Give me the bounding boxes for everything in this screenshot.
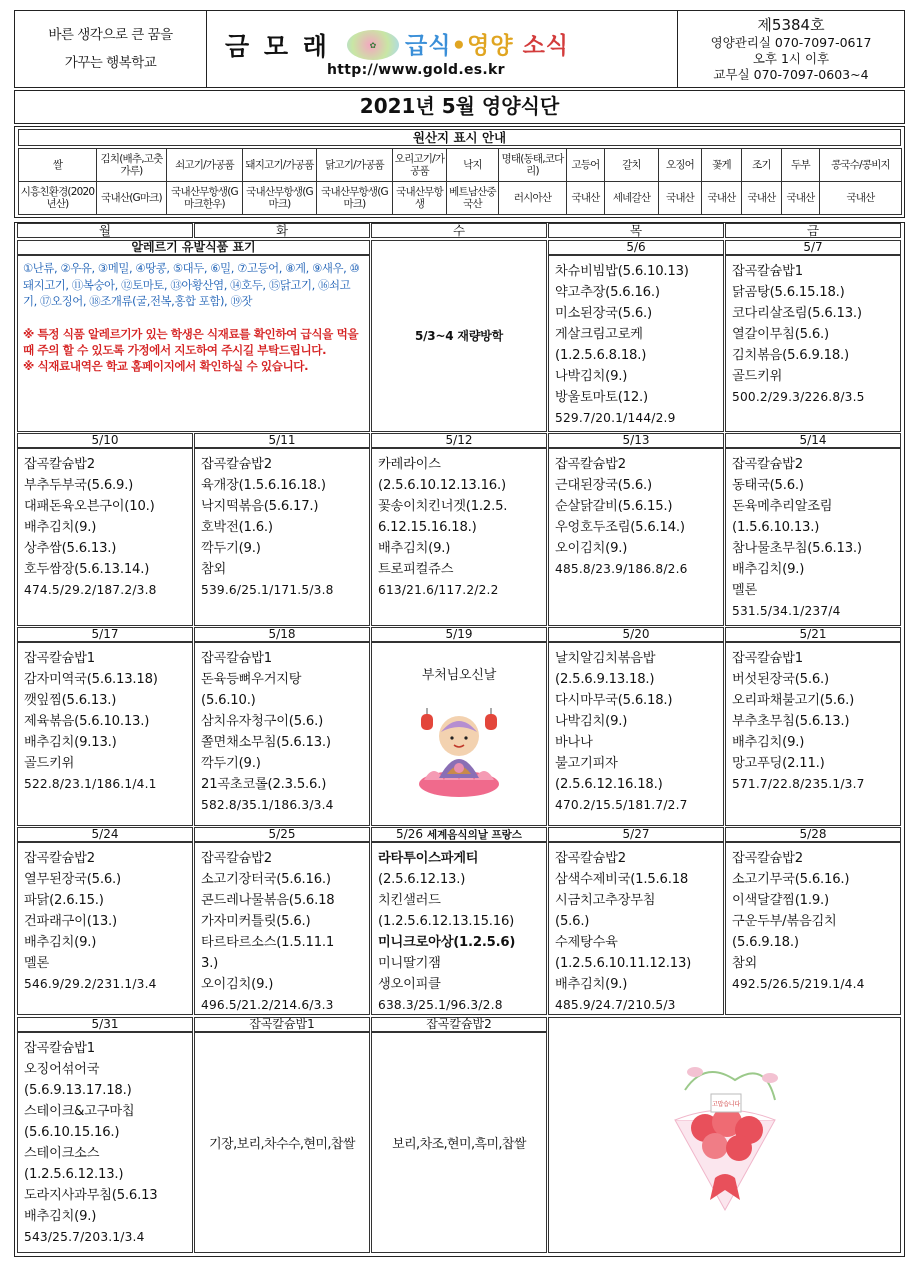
origin-item: 콩국수/콩비지 xyxy=(820,149,902,182)
origin-country: 러시아산 xyxy=(499,182,567,215)
menu-item: 참나물초무침(5.6.13.) xyxy=(732,541,862,556)
menu-cell xyxy=(17,448,193,626)
menu-item: 배추김치(9.) xyxy=(24,520,97,535)
menu-item: 꽃송이치킨너겟(1.2.5. xyxy=(378,499,508,514)
menu-item: 카레라이스 xyxy=(378,457,441,472)
origin-country: 베트남산중국산 xyxy=(447,182,499,215)
menu-item: 배추김치(9.13.) xyxy=(24,735,117,750)
menu-item: 미니딸기잼 xyxy=(378,956,441,971)
school-logo-icon: ✿ xyxy=(347,30,399,60)
origin-item: 닭고기/가공품 xyxy=(317,149,393,182)
bouquet-illustration xyxy=(548,1017,901,1253)
newsletter-name-part1: 급식 xyxy=(405,33,452,59)
menu-item: (1.5.6.10.13.) xyxy=(732,520,820,535)
menu-item: 콘드레나물볶음(5.6.18 xyxy=(201,893,335,908)
date-header: 5/20 xyxy=(548,627,724,642)
date-header: 5/11 xyxy=(194,433,370,448)
origin-item: 낙지 xyxy=(447,149,499,182)
menu-item: 오이김치(9.) xyxy=(201,977,274,992)
menu-item: 대패돈육오븐구이(10.) xyxy=(24,499,155,514)
menu-cell xyxy=(725,642,901,826)
newsletter-header xyxy=(14,10,905,88)
nutrition-info: 531.5/34.1/237/4 xyxy=(732,604,841,618)
weekday-header: 수 xyxy=(371,223,547,238)
menu-item: (2.5.6.12.13.) xyxy=(378,872,466,887)
menu-item: (5.6.10.) xyxy=(201,693,256,708)
menu-item: 돈육등뼈우거지탕 xyxy=(201,672,302,687)
menu-item: 배추김치(9.) xyxy=(378,541,451,556)
newsletter-name-part3: 소식 xyxy=(522,33,570,59)
menu-item: 동태국(5.6.) xyxy=(732,478,804,493)
date-header: 5/25 xyxy=(194,827,370,842)
menu-item: 6.12.15.16.18.) xyxy=(378,520,477,535)
nutrition-info: 539.6/25.1/171.5/3.8 xyxy=(201,583,334,597)
grain-title: 잡곡칼슘밥2 xyxy=(371,1017,547,1032)
menu-item: 가자미커틀릿(5.6.) xyxy=(201,914,311,929)
menu-item: 배추김치(9.) xyxy=(24,1209,97,1224)
school-url[interactable]: http://www.gold.es.kr xyxy=(327,62,505,78)
menu-item: 스테이크&고구마칩 xyxy=(24,1104,135,1119)
date-header: 5/6 xyxy=(548,240,724,255)
date-header: 5/18 xyxy=(194,627,370,642)
menu-item: 타르타르소스(1.5.11.1 xyxy=(201,935,335,950)
origin-country: 국내산 xyxy=(742,182,782,215)
menu-item: 잡곡칼슘밥2 xyxy=(24,457,95,472)
menu-item: 소고기장터국(5.6.16.) xyxy=(201,872,331,887)
menu-item: 골드키위 xyxy=(24,756,75,771)
menu-item: 상추쌈(5.6.13.) xyxy=(24,541,117,556)
menu-item: 미소된장국(5.6.) xyxy=(555,306,652,321)
date-header: 5/28 xyxy=(725,827,901,842)
menu-item: 잡곡칼슘밥1 xyxy=(732,651,803,666)
menu-item: 시금치고추장무침 xyxy=(555,893,656,908)
nutrition-office-hours: 오후 1시 이후 xyxy=(752,51,830,66)
menu-item: 낙지떡볶음(5.6.17.) xyxy=(201,499,319,514)
menu-item: 잡곡칼슘밥2 xyxy=(732,851,803,866)
date-note: 세계음식의날 프랑스 xyxy=(427,829,522,841)
menu-cell xyxy=(371,448,547,626)
menu-item: 순살닭갈비(5.6.15.) xyxy=(555,499,673,514)
nutrition-info: 485.8/23.9/186.8/2.6 xyxy=(555,562,688,576)
menu-item: (1.2.5.6.8.18.) xyxy=(555,348,647,363)
menu-item: 라타투이스파게티 xyxy=(378,851,479,866)
nutrition-info: 500.2/29.3/226.8/3.5 xyxy=(732,390,865,404)
menu-cell xyxy=(371,842,547,1015)
origin-item: 돼지고기/가공품 xyxy=(243,149,317,182)
nutrition-info: 582.8/35.1/186.3/3.4 xyxy=(201,798,334,812)
menu-item: 생오이피클 xyxy=(378,977,441,992)
menu-item: 배추김치(9.) xyxy=(732,735,805,750)
menu-cell xyxy=(17,842,193,1015)
menu-item: 잡곡칼슘밥2 xyxy=(555,457,626,472)
menu-item: 소고기무국(5.6.16.) xyxy=(732,872,850,887)
header-masthead xyxy=(207,11,678,87)
break-notice-text: 5/3~4 재량방학 xyxy=(414,328,504,343)
origin-item: 조기 xyxy=(742,149,782,182)
menu-item: 깻잎찜(5.6.13.) xyxy=(24,693,117,708)
teachers-office-phone: 교무실 070-7097-0603~4 xyxy=(713,67,869,82)
menu-item: 건파래구이(13.) xyxy=(24,914,117,929)
menu-item: 감자미역국(5.6.13.18) xyxy=(24,672,158,687)
newsletter-name-part2: 영양 xyxy=(467,33,514,59)
origin-info xyxy=(14,126,905,218)
nutrition-info: 522.8/23.1/186.1/4.1 xyxy=(24,777,157,791)
menu-item: 열무된장국(5.6.) xyxy=(24,872,121,887)
menu-item: 트로피컬쥬스 xyxy=(378,562,454,577)
date-header: 5/19 xyxy=(371,627,547,642)
origin-country: 국내산 xyxy=(659,182,702,215)
nutrition-info: 571.7/22.8/235.1/3.7 xyxy=(732,777,865,791)
break-notice xyxy=(371,240,547,432)
nutrition-info: 638.3/25.1/96.3/2.8 xyxy=(378,998,503,1012)
menu-calendar xyxy=(14,222,905,1257)
nutrition-info: 474.5/29.2/187.2/3.8 xyxy=(24,583,157,597)
menu-item: 잡곡칼슘밥2 xyxy=(201,457,272,472)
weekday-header: 월 xyxy=(17,223,193,238)
menu-item: 배추김치(9.) xyxy=(732,562,805,577)
date-header xyxy=(371,827,547,842)
menu-item: 배추김치(9.) xyxy=(24,935,97,950)
date-label: 5/26 xyxy=(396,827,423,841)
menu-item: 부추두부국(5.6.9.) xyxy=(24,478,134,493)
menu-item: 멜론 xyxy=(732,583,758,598)
origin-country: 세네갈산 xyxy=(605,182,659,215)
menu-cell xyxy=(725,448,901,626)
allergy-list: ①난류, ②우유, ③메밀, ④땅콩, ⑤대두, ⑥밀, ⑦고등어, ⑧게, ⑨새우, ⑩돼지고기, ⑪복숭아, ⑫토마토, ⑬아황산염, ⑭호두, ⑮닭고기, ⑯쇠고기, ⑰오징어, ⑱조개류(굴,전복,홍합 포함), ⑲잣 xyxy=(23,261,360,308)
origin-country: 국내산 xyxy=(702,182,742,215)
grain-mix: 보리,차조,현미,흑미,찹쌀 xyxy=(371,1032,547,1253)
allergy-warning-2: ※ 식재료내역은 학교 홈페이지에서 확인하실 수 있습니다. xyxy=(23,358,309,373)
menu-item: 삼색수제비국(1.5.6.18 xyxy=(555,872,689,887)
menu-item: 잡곡칼슘밥2 xyxy=(555,851,626,866)
menu-cell xyxy=(548,255,724,432)
menu-item: 우엉호두조림(5.6.14.) xyxy=(555,520,685,535)
menu-item: 부추초무침(5.6.13.) xyxy=(732,714,850,729)
menu-item: 닭곰탕(5.6.15.18.) xyxy=(732,285,845,300)
menu-item: 약고추장(5.6.16.) xyxy=(555,285,660,300)
menu-item: 호두쌈장(5.6.13.14.) xyxy=(24,562,150,577)
date-header: 5/13 xyxy=(548,433,724,448)
menu-item: 잡곡칼슘밥1 xyxy=(24,651,95,666)
weekday-header: 금 xyxy=(725,223,901,238)
menu-item: 열갈이무침(5.6.) xyxy=(732,327,829,342)
menu-item: (2.5.6.10.12.13.16.) xyxy=(378,478,506,493)
menu-item: 배추김치(9.) xyxy=(555,977,628,992)
menu-item: (2.5.6.9.13.18.) xyxy=(555,672,655,687)
menu-item: 삼치유자청구이(5.6.) xyxy=(201,714,324,729)
menu-item: 나박김치(9.) xyxy=(555,714,628,729)
origin-country: 국내산무항생 xyxy=(393,182,447,215)
date-header: 5/7 xyxy=(725,240,901,255)
newsletter-name xyxy=(405,27,569,60)
school-slogan xyxy=(15,11,207,87)
menu-item: 오징어섞어국 xyxy=(24,1062,100,1077)
menu-item: 다시마무국(5.6.18.) xyxy=(555,693,673,708)
menu-cell xyxy=(194,448,370,626)
menu-item: 육개장(1.5.6.16.18.) xyxy=(201,478,326,493)
menu-item: 나박김치(9.) xyxy=(555,369,628,384)
menu-item: 오이김치(9.) xyxy=(555,541,628,556)
slogan-line-1: 바른 생각으로 큰 꿈을 xyxy=(48,27,173,43)
menu-item: (5.6.9.18.) xyxy=(732,935,799,950)
menu-item: 깍두기(9.) xyxy=(201,756,261,771)
menu-item: (5.6.) xyxy=(555,914,590,929)
menu-item: 돈육메추리알조림 xyxy=(732,499,833,514)
origin-items-row xyxy=(19,149,902,182)
menu-item: 코다리살조림(5.6.13.) xyxy=(732,306,862,321)
allergy-warning: ※ 특정 식품 알레르기가 있는 학생은 식재료를 확인하여 급식을 먹을 때 주의 할 수 있도록 가정에서 지도하여 주시길 부탁드립니다. xyxy=(23,326,359,357)
menu-item: 게살크림고로케 xyxy=(555,327,643,342)
menu-item: 미니크로아상(1.2.5.6) xyxy=(378,935,516,950)
nutrition-info: 543/25.7/203.1/3.4 xyxy=(24,1230,145,1244)
origin-country: 국내산 xyxy=(820,182,902,215)
origin-country: 국내산무항생(G마크한우) xyxy=(167,182,243,215)
menu-item: 구운두부/볶음김치 xyxy=(732,914,837,929)
menu-item: 쫄면채소무침(5.6.13.) xyxy=(201,735,331,750)
weekday-header: 목 xyxy=(548,223,724,238)
menu-item: 망고푸딩(2.11.) xyxy=(732,756,825,771)
origin-item: 두부 xyxy=(782,149,820,182)
menu-item: (5.6.10.15.16.) xyxy=(24,1125,120,1140)
nutrition-info: 485.9/24.7/210.5/3 xyxy=(555,998,676,1012)
menu-item: 스테이크소스 xyxy=(24,1146,100,1161)
date-header: 5/17 xyxy=(17,627,193,642)
menu-item: (1.2.5.6.12.13.) xyxy=(24,1167,124,1182)
origin-title: 원산지 표시 안내 xyxy=(18,129,901,146)
carnation-bouquet-icon xyxy=(645,1050,805,1220)
menu-item: 김치볶음(5.6.9.18.) xyxy=(732,348,849,363)
date-header: 5/27 xyxy=(548,827,724,842)
monk-illustration-icon xyxy=(414,700,504,802)
nutrition-office-phone: 영양관리실 070-7097-0617 xyxy=(710,35,872,50)
menu-item: 참외 xyxy=(732,956,758,971)
menu-cell xyxy=(548,842,724,1015)
menu-item: 3.) xyxy=(201,956,219,971)
menu-item: 바나나 xyxy=(555,735,593,750)
slogan-line-2: 가꾸는 행복학교 xyxy=(64,55,157,71)
issue-number: 제5384호 xyxy=(757,16,825,34)
menu-item: 날치알김치볶음밥 xyxy=(555,651,656,666)
menu-item: 참외 xyxy=(201,562,227,577)
origin-item: 고등어 xyxy=(567,149,605,182)
menu-item: 도라지사과무침(5.6.13 xyxy=(24,1188,158,1203)
grain-title: 잡곡칼슘밥1 xyxy=(194,1017,370,1032)
menu-cell xyxy=(725,255,901,432)
nutrition-info: 613/21.6/117.2/2.2 xyxy=(378,583,499,597)
date-header: 5/10 xyxy=(17,433,193,448)
menu-cell xyxy=(725,842,901,1015)
origin-item: 오리고기/가공품 xyxy=(393,149,447,182)
menu-item: 치킨샐러드 xyxy=(378,893,441,908)
menu-item: 잡곡칼슘밥2 xyxy=(201,851,272,866)
holiday-cell xyxy=(371,642,547,826)
origin-item: 쇠고기/가공품 xyxy=(167,149,243,182)
menu-item: 잡곡칼슘밥2 xyxy=(732,457,803,472)
origin-table xyxy=(18,148,902,215)
holiday-label: 부처님오신날 xyxy=(421,668,497,683)
origin-country: 국내산 xyxy=(782,182,820,215)
grain-mix: 기장,보리,차수수,현미,찹쌀 xyxy=(194,1032,370,1253)
origin-item: 김치(배추,고춧가루) xyxy=(97,149,167,182)
date-header: 5/24 xyxy=(17,827,193,842)
date-header: 5/21 xyxy=(725,627,901,642)
origin-country: 국내산무항생(G마크) xyxy=(243,182,317,215)
menu-cell xyxy=(194,642,370,826)
menu-item: 잡곡칼슘밥1 xyxy=(24,1041,95,1056)
school-name: 금 모 래 xyxy=(225,32,330,61)
origin-item: 쌀 xyxy=(19,149,97,182)
menu-item: 잡곡칼슘밥1 xyxy=(201,651,272,666)
menu-item: 근대된장국(5.6.) xyxy=(555,478,652,493)
menu-item: (2.5.6.12.16.18.) xyxy=(555,777,663,792)
header-contact xyxy=(678,11,904,87)
menu-item: (1.2.5.6.12.13.15.16) xyxy=(378,914,515,929)
origin-country: 국내산(G마크) xyxy=(97,182,167,215)
menu-item: 멜론 xyxy=(24,956,50,971)
nutrition-info: 496.5/21.2/214.6/3.3 xyxy=(201,998,334,1012)
menu-item: 21곡초코롤(2.3.5.6.) xyxy=(201,777,327,792)
origin-country: 국내산 xyxy=(567,182,605,215)
menu-cell xyxy=(548,448,724,626)
menu-item: 제육볶음(5.6.10.13.) xyxy=(24,714,150,729)
weekday-header: 화 xyxy=(194,223,370,238)
menu-item: 호박전(1.6.) xyxy=(201,520,273,535)
menu-item: 이색달걀찜(1.9.) xyxy=(732,893,829,908)
menu-cell xyxy=(17,642,193,826)
menu-item: 파닭(2.6.15.) xyxy=(24,893,104,908)
nutrition-info: 492.5/26.5/219.1/4.4 xyxy=(732,977,865,991)
menu-item: (1.2.5.6.10.11.12.13) xyxy=(555,956,692,971)
menu-item: (5.6.9.13.17.18.) xyxy=(24,1083,132,1098)
menu-item: 골드키위 xyxy=(732,369,783,384)
origin-countries-row xyxy=(19,182,902,215)
origin-country: 시흥친환경(2020년산) xyxy=(19,182,97,215)
origin-item: 명태(동태,코다리) xyxy=(499,149,567,182)
date-header: 5/14 xyxy=(725,433,901,448)
menu-item: 방울토마토(12.) xyxy=(555,390,648,405)
menu-cell xyxy=(194,842,370,1015)
origin-item: 꽃게 xyxy=(702,149,742,182)
menu-item: 잡곡칼슘밥2 xyxy=(24,851,95,866)
menu-item: 불고기피자 xyxy=(555,756,618,771)
menu-item: 수제탕수육 xyxy=(555,935,618,950)
date-header: 5/12 xyxy=(371,433,547,448)
menu-item: 깍두기(9.) xyxy=(201,541,261,556)
origin-item: 갈치 xyxy=(605,149,659,182)
date-header: 5/31 xyxy=(17,1017,193,1032)
nutrition-info: 470.2/15.5/181.7/2.7 xyxy=(555,798,688,812)
newsletter-name-dot: • xyxy=(451,33,468,59)
menu-cell xyxy=(548,642,724,826)
allergy-title: 알레르기 유발식품 표기 xyxy=(17,240,370,255)
menu-cell xyxy=(17,1032,193,1253)
nutrition-info: 529.7/20.1/144/2.9 xyxy=(555,411,676,425)
nutrition-info: 546.9/29.2/231.1/3.4 xyxy=(24,977,157,991)
menu-item: 잡곡칼슘밥1 xyxy=(732,264,803,279)
page-title: 2021년 5월 영양식단 xyxy=(14,90,905,124)
allergy-notice xyxy=(17,255,370,432)
origin-item: 오징어 xyxy=(659,149,702,182)
menu-item: 오리파채불고기(5.6.) xyxy=(732,693,855,708)
menu-item: 차슈비빔밥(5.6.10.13) xyxy=(555,264,689,279)
thanks-card-text: 고맙습니다 xyxy=(711,1101,740,1108)
menu-item: 버섯된장국(5.6.) xyxy=(732,672,829,687)
origin-country: 국내산무항생(G마크) xyxy=(317,182,393,215)
